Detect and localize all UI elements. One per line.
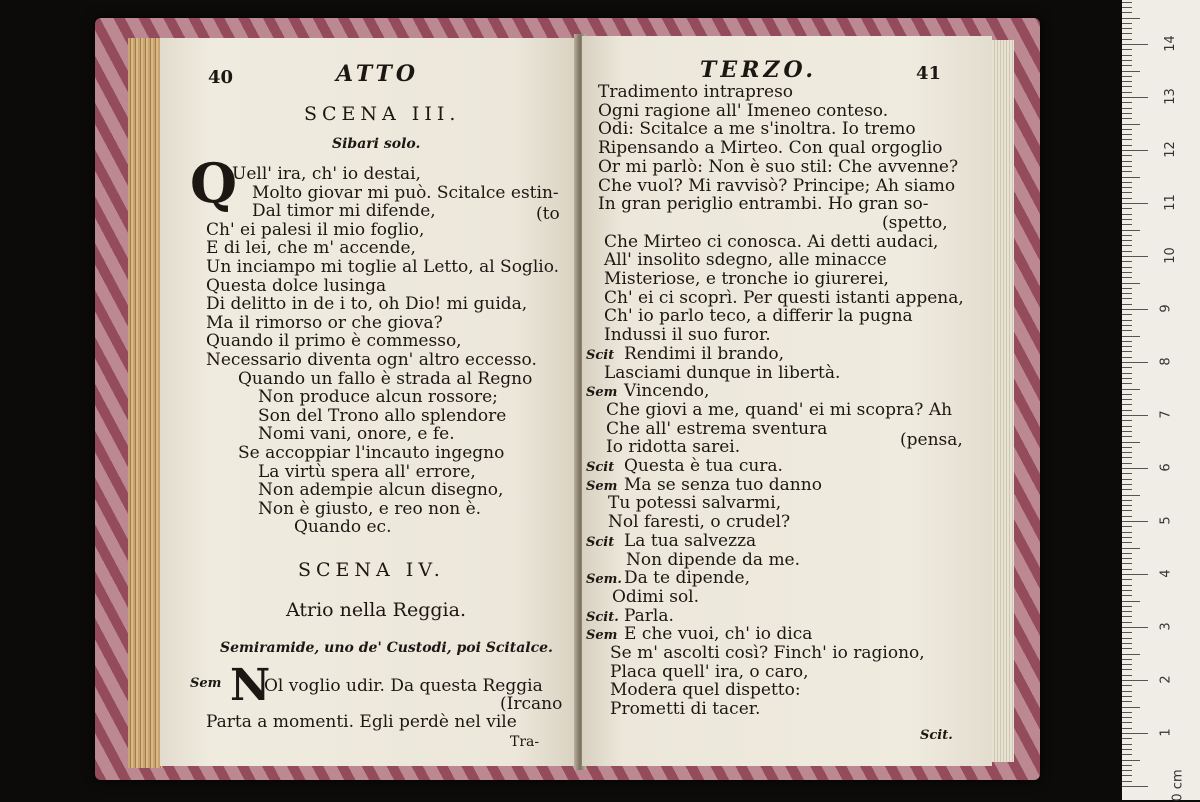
- ruler-tick: [1122, 616, 1132, 617]
- ruler-tick: [1122, 288, 1132, 289]
- ruler-tick: [1122, 457, 1132, 458]
- ruler-tick: [1122, 224, 1132, 225]
- ruler-tick: [1122, 39, 1132, 40]
- ruler-label: 12: [1162, 141, 1178, 158]
- ruler-tick: [1122, 680, 1148, 681]
- ruler-tick: [1122, 129, 1132, 130]
- ruler-tick: [1122, 510, 1132, 511]
- dialogue-line: Se m' ascolti così? Finch' io ragiono,: [610, 643, 925, 663]
- ruler-tick: [1122, 431, 1132, 432]
- ruler-tick: [1122, 765, 1132, 766]
- speaker-label: Sem.: [586, 572, 622, 588]
- dialogue-line: Tu potessi salvarmi,: [608, 493, 782, 514]
- ruler-tick: [1122, 346, 1132, 347]
- ruler-tick: [1122, 484, 1132, 485]
- dialogue-line: Lasciami dunque in libertà.: [604, 362, 841, 383]
- ruler-tick: [1122, 707, 1140, 708]
- dialogue-line: Io ridotta sarei.: [606, 437, 741, 458]
- ruler-tick: [1122, 722, 1132, 723]
- dialogue-line: Odimi sol.: [612, 586, 700, 607]
- ruler-tick: [1122, 728, 1132, 729]
- verse-line: Un inciampo mi toglie al Letto, al Soglio.: [206, 257, 560, 277]
- ruler-tick: [1122, 240, 1132, 241]
- ruler-label: 11: [1162, 194, 1178, 211]
- dialogue-line: Ch' ei ci scoprì. Per questi istanti appena,: [604, 287, 964, 308]
- verse-line: Uell' ira, ch' io destai,: [232, 164, 421, 184]
- ruler-tick: [1122, 304, 1132, 305]
- ruler-tick: [1122, 669, 1132, 670]
- ruler-tick: [1122, 426, 1132, 427]
- ruler-label: 9: [1158, 304, 1174, 313]
- ruler-tick: [1122, 86, 1132, 87]
- ruler-tick: [1122, 627, 1148, 628]
- scene-characters: Semiramide, uno de' Custodi, poi Scitalce.: [220, 640, 553, 656]
- ruler-tick: [1122, 601, 1140, 602]
- page-edges-right: [992, 40, 1014, 762]
- dialogue-line: Questa è tua cura.: [624, 456, 783, 476]
- verse-line: Necessario diventa ogn' altro eccesso.: [206, 350, 537, 370]
- ruler-tick: [1122, 245, 1132, 246]
- ruler-tick: [1122, 65, 1132, 66]
- catchword: Tra-: [510, 734, 540, 750]
- ruler-tick: [1122, 192, 1132, 193]
- dialogue-line: Indussi il suo furor.: [604, 325, 771, 346]
- speaker-label: Sem: [586, 385, 618, 401]
- ruler-tick: [1122, 558, 1132, 559]
- ruler-tick: [1122, 166, 1132, 167]
- ruler-tick: [1122, 187, 1132, 188]
- ruler-tick: [1122, 139, 1132, 140]
- ruler-tick: [1122, 744, 1132, 745]
- ruler-tick: [1122, 336, 1140, 337]
- ruler-tick: [1122, 309, 1148, 310]
- dialogue-line: Nol faresti, o crudel?: [608, 512, 791, 533]
- overflow-word: (pensa,: [900, 430, 963, 450]
- ruler-tick: [1122, 341, 1132, 342]
- right-page: [582, 36, 992, 766]
- ruler-tick: [1122, 548, 1140, 549]
- ruler-tick: [1122, 733, 1148, 734]
- ruler-tick: [1122, 214, 1132, 215]
- ruler-tick: [1122, 33, 1132, 34]
- verse-line: Di delitto in de i to, oh Dio! mi guida,: [206, 294, 528, 315]
- ruler-tick: [1122, 150, 1148, 151]
- ruler-tick: [1122, 81, 1132, 82]
- ruler-label: 6: [1158, 463, 1174, 472]
- ruler-tick: [1122, 537, 1132, 538]
- ruler-tick: [1122, 108, 1132, 109]
- ruler-tick: [1122, 261, 1132, 262]
- running-head: TERZO.: [700, 57, 818, 83]
- ruler-tick: [1122, 489, 1132, 490]
- ruler-tick: [1122, 447, 1132, 448]
- page-number: 40: [208, 67, 234, 88]
- verse-line: Quando il primo è commesso,: [206, 331, 462, 352]
- ruler-tick: [1122, 410, 1132, 411]
- verse-line: Ma il rimorso or che giova?: [206, 312, 443, 333]
- verse-line: Questa dolce lusinga: [206, 275, 387, 296]
- ruler-tick: [1122, 712, 1132, 713]
- dialogue-line: E che vuoi, ch' io dica: [624, 624, 813, 645]
- verse-line: Nomi vani, onore, e fe.: [258, 424, 455, 445]
- ruler-tick: [1122, 7, 1132, 8]
- ruler-tick: [1122, 325, 1132, 326]
- ruler-tick: [1122, 664, 1132, 665]
- left-page: [160, 38, 578, 766]
- ruler-tick: [1122, 219, 1132, 220]
- ruler-tick: [1122, 399, 1132, 400]
- ruler-label: 4: [1158, 569, 1174, 578]
- ruler-tick: [1122, 436, 1132, 437]
- ruler-tick: [1122, 124, 1140, 125]
- ruler-tick: [1122, 606, 1132, 607]
- ruler-tick: [1122, 643, 1132, 644]
- ruler-label: 13: [1162, 88, 1178, 105]
- ruler-tick: [1122, 452, 1132, 453]
- ruler-tick: [1122, 770, 1132, 771]
- verse-line: Son del Trono allo splendore: [258, 405, 507, 426]
- dialogue-line: All' insolito sdegno, alle minacce: [604, 250, 887, 271]
- ruler-tick: [1122, 351, 1132, 352]
- verse-line: E di lei, che m' accende,: [206, 238, 416, 259]
- ruler-label: 7: [1158, 410, 1174, 419]
- ruler-tick: [1122, 442, 1140, 443]
- ruler-tick: [1122, 182, 1132, 183]
- ruler-tick: [1122, 208, 1132, 209]
- verse-line: Se accoppiar l'incauto ingegno: [238, 443, 505, 463]
- ruler-tick: [1122, 357, 1132, 358]
- ruler-tick: [1122, 786, 1148, 787]
- dialogue-line: Che Mirteo ci conosca. Ai detti audaci,: [604, 231, 939, 252]
- measuring-ruler: [1122, 0, 1200, 800]
- ruler-tick: [1122, 404, 1132, 405]
- verse-line: Quando un fallo è strada al Regno: [238, 368, 533, 389]
- ruler-tick: [1122, 585, 1132, 586]
- ruler-tick: [1122, 113, 1132, 114]
- ruler-tick: [1122, 420, 1132, 421]
- verse-line: Non produce alcun rossore;: [258, 387, 498, 408]
- dialogue-line: Ripensando a Mirteo. Con qual orgoglio: [598, 138, 943, 159]
- ruler-tick: [1122, 293, 1132, 294]
- ruler-tick: [1122, 161, 1132, 162]
- ruler-tick: [1122, 118, 1132, 119]
- ruler-tick: [1122, 55, 1132, 56]
- ruler-tick: [1122, 701, 1132, 702]
- ruler-tick: [1122, 49, 1132, 50]
- ruler-tick: [1122, 654, 1140, 655]
- ruler-label: 5: [1158, 516, 1174, 525]
- ruler-tick: [1122, 696, 1132, 697]
- dialogue-line: Da te dipende,: [624, 568, 751, 589]
- ruler-tick: [1122, 595, 1132, 596]
- ruler-tick: [1122, 691, 1132, 692]
- ruler-tick: [1122, 638, 1132, 639]
- overflow-word: (to: [536, 204, 560, 224]
- scene-subtitle: Sibari solo.: [332, 136, 421, 152]
- speaker-label: Sem: [586, 478, 618, 494]
- scene-title-2: SCENA IV.: [298, 559, 445, 581]
- catchword: Scit.: [920, 728, 953, 743]
- dialogue-line: Odi: Scitalce a me s'inoltra. Io tremo: [598, 119, 916, 140]
- drop-capital: Q: [190, 151, 238, 215]
- ruler-tick: [1122, 468, 1148, 469]
- ruler-label: 1: [1158, 728, 1174, 737]
- ruler-tick: [1122, 389, 1140, 390]
- ruler-tick: [1122, 590, 1132, 591]
- dialogue-line: Rendimi il brando,: [624, 343, 784, 364]
- ruler-tick: [1122, 60, 1132, 61]
- text-line: (Ircano: [500, 694, 563, 714]
- verse-line: Non adempie alcun disegno,: [258, 480, 504, 501]
- verse-line: Quando ec.: [294, 517, 392, 538]
- ruler-tick: [1122, 145, 1132, 146]
- ruler-tick: [1122, 473, 1132, 474]
- ruler-tick: [1122, 659, 1132, 660]
- ruler-tick: [1122, 97, 1148, 98]
- speaker-label: Scit: [586, 534, 615, 550]
- ruler-tick: [1122, 235, 1132, 236]
- ruler-tick: [1122, 378, 1132, 379]
- scene-place: Atrio nella Reggia.: [286, 599, 466, 621]
- dialogue-line: La tua salvezza: [624, 530, 757, 551]
- verse-line: Dal timor mi difende,: [252, 201, 436, 222]
- dialogue-line: Ch' io parlo teco, a differir la pugna: [604, 306, 913, 327]
- ruler-tick: [1122, 177, 1140, 178]
- ruler-tick: [1122, 632, 1132, 633]
- dialogue-line: Tradimento intrapreso: [598, 82, 794, 102]
- verse-line: La virtù spera all' errore,: [258, 461, 476, 482]
- ruler-tick: [1122, 71, 1140, 72]
- text-line: Ol voglio udir. Da questa Reggia: [264, 676, 543, 696]
- ruler-tick: [1122, 532, 1132, 533]
- ruler-tick: [1122, 717, 1132, 718]
- ruler-label: 8: [1158, 357, 1174, 366]
- ruler-tick: [1122, 12, 1132, 13]
- speaker-label: Sem: [190, 676, 222, 691]
- ruler-tick: [1122, 574, 1148, 575]
- ruler-tick: [1122, 516, 1132, 517]
- ruler-tick: [1122, 521, 1148, 522]
- ruler-tick: [1122, 18, 1140, 19]
- ruler-tick: [1122, 553, 1132, 554]
- ruler-tick: [1122, 314, 1132, 315]
- ruler-tick: [1122, 203, 1148, 204]
- ruler-tick: [1122, 256, 1148, 257]
- dialogue-line: Che giovi a me, quand' ei mi scopra? Ah: [606, 399, 953, 420]
- page-number: 41: [916, 63, 942, 84]
- ruler-label: 14: [1162, 35, 1178, 52]
- ruler-tick: [1122, 267, 1132, 268]
- dialogue-line: (spetto,: [882, 212, 948, 233]
- drop-capital-2: N: [230, 660, 271, 711]
- ruler-tick: [1122, 230, 1140, 231]
- speaker-label: Scit: [586, 347, 615, 363]
- ruler-tick: [1122, 394, 1132, 395]
- dialogue-line: Vincendo,: [624, 381, 710, 402]
- ruler-tick: [1122, 171, 1132, 172]
- ruler-tick: [1122, 102, 1132, 103]
- ruler-tick: [1122, 155, 1132, 156]
- speaker-label: Scit.: [586, 609, 619, 625]
- speaker-label: Sem: [586, 628, 618, 644]
- ruler-tick: [1122, 28, 1132, 29]
- verse-line: Ch' ei palesi il mio foglio,: [206, 219, 425, 240]
- ruler-label: 3: [1158, 622, 1174, 631]
- ruler-tick: [1122, 463, 1132, 464]
- ruler-tick: [1122, 738, 1132, 739]
- ruler-tick: [1122, 23, 1132, 24]
- ruler-label: 0 cm: [1170, 769, 1186, 802]
- ruler-tick: [1122, 505, 1132, 506]
- page-edges-left: [128, 38, 162, 768]
- ruler-tick: [1122, 76, 1132, 77]
- text-line: Parta a momenti. Egli perdè nel vile: [206, 712, 517, 732]
- ruler-tick: [1122, 479, 1132, 480]
- dialogue-line: Non dipende da me.: [626, 549, 801, 570]
- verse-line: Molto giovar mi può. Scitalce estin-: [252, 182, 559, 203]
- ruler-tick: [1122, 272, 1132, 273]
- dialogue-line: Ma se senza tuo danno: [624, 474, 822, 495]
- dialogue-line: Prometti di tacer.: [610, 699, 761, 720]
- ruler-tick: [1122, 320, 1132, 321]
- speaker-label: Scit: [586, 460, 615, 475]
- ruler-tick: [1122, 648, 1132, 649]
- ruler-tick: [1122, 283, 1140, 284]
- ruler-tick: [1122, 277, 1132, 278]
- ruler-tick: [1122, 542, 1132, 543]
- ruler-tick: [1122, 760, 1140, 761]
- ruler-tick: [1122, 685, 1132, 686]
- ruler-tick: [1122, 134, 1132, 135]
- ruler-tick: [1122, 622, 1132, 623]
- ruler-tick: [1122, 675, 1132, 676]
- dialogue-line: Che vuol? Mi ravvisò? Principe; Ah siamo: [598, 175, 956, 196]
- ruler-tick: [1122, 754, 1132, 755]
- scene-title: SCENA III.: [304, 103, 461, 125]
- dialogue-line: Ogni ragione all' Imeneo conteso.: [598, 100, 889, 121]
- ruler-tick: [1122, 495, 1140, 496]
- ruler-tick: [1122, 611, 1132, 612]
- dialogue-line: Misteriose, e tronche io giurerei,: [604, 269, 889, 289]
- running-head: ATTO: [336, 61, 419, 87]
- ruler-tick: [1122, 415, 1148, 416]
- ruler-tick: [1122, 362, 1148, 363]
- ruler-tick: [1122, 383, 1132, 384]
- ruler-tick: [1122, 92, 1132, 93]
- dialogue-line: Placa quell' ira, o caro,: [610, 661, 809, 682]
- verse-line: Non è giusto, e reo non è.: [258, 498, 482, 519]
- dialogue-line: Che all' estrema sventura: [606, 418, 828, 439]
- ruler-tick: [1122, 500, 1132, 501]
- ruler-tick: [1122, 579, 1132, 580]
- ruler-tick: [1122, 775, 1132, 776]
- ruler-tick: [1122, 569, 1132, 570]
- ruler-tick: [1122, 749, 1132, 750]
- ruler-tick: [1122, 251, 1132, 252]
- ruler-tick: [1122, 330, 1132, 331]
- dialogue-line: In gran periglio entrambi. Ho gran so-: [598, 194, 929, 215]
- ruler-tick: [1122, 563, 1132, 564]
- ruler-tick: [1122, 44, 1148, 45]
- dialogue-line: Or mi parlò: Non è suo stil: Che avvenne?: [598, 156, 959, 177]
- ruler-tick: [1122, 298, 1132, 299]
- ruler-tick: [1122, 367, 1132, 368]
- ruler-tick: [1122, 198, 1132, 199]
- dialogue-line: Modera quel dispetto:: [610, 680, 801, 701]
- ruler-tick: [1122, 2, 1132, 3]
- ruler-tick: [1122, 373, 1132, 374]
- dialogue-line: Parla.: [624, 605, 674, 626]
- ruler-tick: [1122, 781, 1132, 782]
- ruler-label: 10: [1162, 247, 1178, 264]
- ruler-label: 2: [1158, 675, 1174, 684]
- ruler-tick: [1122, 526, 1132, 527]
